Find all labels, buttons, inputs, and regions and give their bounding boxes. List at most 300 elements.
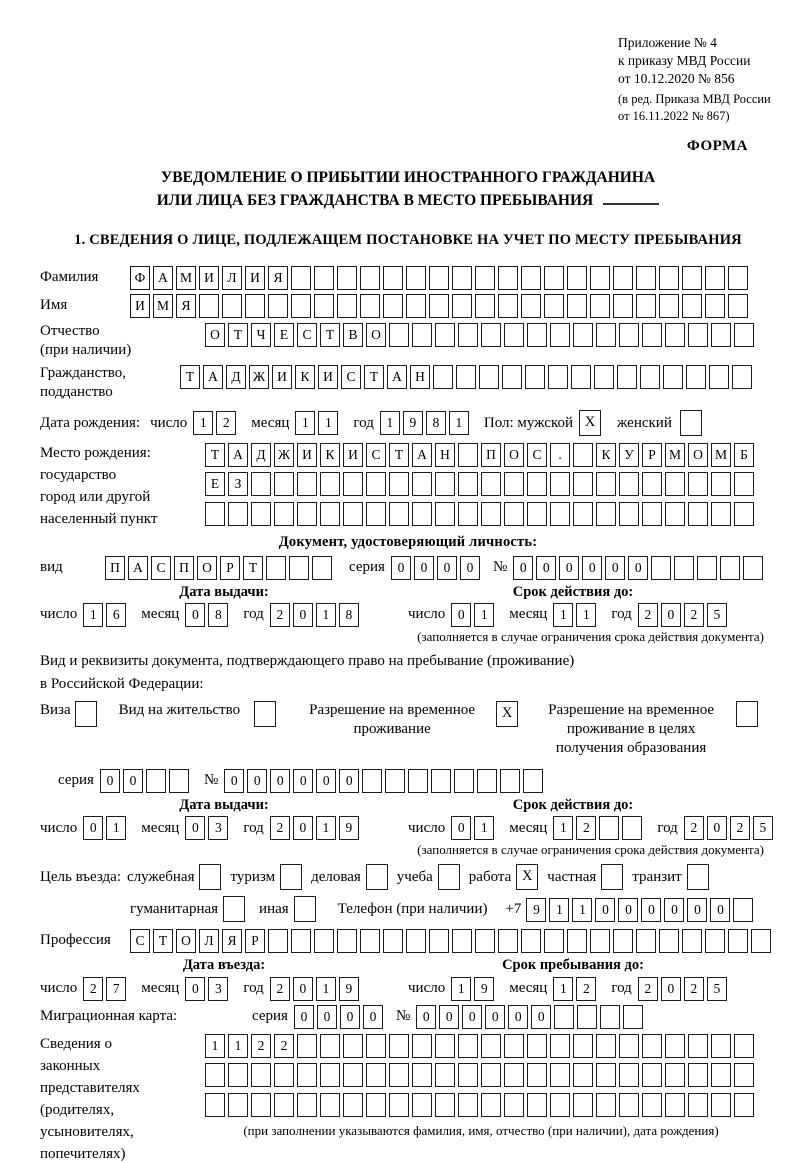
char-box[interactable]: 0 xyxy=(595,898,615,922)
char-box[interactable] xyxy=(734,502,754,526)
char-box[interactable]: 0 xyxy=(185,816,205,840)
char-box[interactable]: Я xyxy=(268,266,288,290)
res-issue-month-boxes[interactable] xyxy=(185,816,231,841)
doc-series-boxes[interactable] xyxy=(391,555,483,580)
char-box[interactable] xyxy=(475,266,495,290)
char-box[interactable]: 2 xyxy=(684,816,704,840)
char-box[interactable] xyxy=(527,1093,547,1117)
char-box[interactable] xyxy=(429,929,449,953)
char-box[interactable]: 2 xyxy=(638,603,658,627)
char-box[interactable] xyxy=(665,1063,685,1087)
char-box[interactable] xyxy=(636,294,656,318)
char-box[interactable] xyxy=(688,472,708,496)
char-box[interactable]: Т xyxy=(364,365,384,389)
mig-series-boxes[interactable] xyxy=(294,1005,386,1030)
char-box[interactable] xyxy=(504,323,524,347)
char-box[interactable]: С xyxy=(366,443,386,467)
char-box[interactable]: 0 xyxy=(710,898,730,922)
char-box[interactable] xyxy=(435,1063,455,1087)
char-box[interactable]: Ф xyxy=(130,266,150,290)
char-box[interactable] xyxy=(577,1005,597,1029)
char-box[interactable] xyxy=(274,1093,294,1117)
char-box[interactable] xyxy=(711,502,731,526)
char-box[interactable]: 2 xyxy=(274,1034,294,1058)
char-box[interactable] xyxy=(688,1063,708,1087)
char-box[interactable] xyxy=(435,472,455,496)
char-box[interactable] xyxy=(502,365,522,389)
char-box[interactable] xyxy=(682,266,702,290)
char-box[interactable]: Р xyxy=(220,556,240,580)
char-box[interactable] xyxy=(571,365,591,389)
char-box[interactable]: Н xyxy=(410,365,430,389)
char-box[interactable] xyxy=(337,929,357,953)
char-box[interactable]: 3 xyxy=(208,977,228,1001)
char-box[interactable] xyxy=(567,929,587,953)
res-valid-year-boxes[interactable] xyxy=(684,816,776,841)
char-box[interactable] xyxy=(709,365,729,389)
char-box[interactable] xyxy=(544,294,564,318)
char-box[interactable] xyxy=(251,1093,271,1117)
res-valid-month-boxes[interactable] xyxy=(553,816,645,841)
char-box[interactable]: 0 xyxy=(363,1005,383,1029)
char-box[interactable] xyxy=(452,294,472,318)
char-box[interactable]: Т xyxy=(153,929,173,953)
char-box[interactable]: 0 xyxy=(559,556,579,580)
residence-permit-checkbox[interactable] xyxy=(254,701,276,727)
char-box[interactable] xyxy=(169,769,189,793)
char-box[interactable] xyxy=(651,556,671,580)
char-box[interactable] xyxy=(550,323,570,347)
char-box[interactable] xyxy=(431,769,451,793)
char-box[interactable] xyxy=(599,816,619,840)
char-box[interactable] xyxy=(320,502,340,526)
birth-year-boxes[interactable] xyxy=(380,411,472,436)
char-box[interactable] xyxy=(475,929,495,953)
char-box[interactable]: Я xyxy=(222,929,242,953)
char-box[interactable]: 0 xyxy=(513,556,533,580)
char-box[interactable] xyxy=(458,443,478,467)
char-box[interactable] xyxy=(458,502,478,526)
char-box[interactable] xyxy=(705,266,725,290)
char-box[interactable] xyxy=(550,502,570,526)
purpose-official-checkbox[interactable] xyxy=(199,864,221,890)
char-box[interactable] xyxy=(481,1093,501,1117)
char-box[interactable] xyxy=(663,365,683,389)
char-box[interactable] xyxy=(527,1034,547,1058)
char-box[interactable] xyxy=(619,1063,639,1087)
char-box[interactable] xyxy=(452,266,472,290)
char-box[interactable]: И xyxy=(245,266,265,290)
char-box[interactable]: Т xyxy=(389,443,409,467)
char-box[interactable] xyxy=(659,266,679,290)
char-box[interactable] xyxy=(619,323,639,347)
char-box[interactable]: 1 xyxy=(553,816,573,840)
char-box[interactable] xyxy=(567,266,587,290)
char-box[interactable]: С xyxy=(297,323,317,347)
char-box[interactable] xyxy=(665,502,685,526)
char-box[interactable] xyxy=(412,323,432,347)
char-box[interactable] xyxy=(622,816,642,840)
char-box[interactable]: Т xyxy=(243,556,263,580)
char-box[interactable] xyxy=(734,1063,754,1087)
char-box[interactable] xyxy=(251,502,271,526)
char-box[interactable] xyxy=(642,323,662,347)
char-box[interactable] xyxy=(389,472,409,496)
char-box[interactable]: 1 xyxy=(474,816,494,840)
char-box[interactable] xyxy=(720,556,740,580)
char-box[interactable]: 0 xyxy=(185,977,205,1001)
stay-month-boxes[interactable] xyxy=(553,976,599,1001)
char-box[interactable]: Т xyxy=(228,323,248,347)
res-issue-day-boxes[interactable] xyxy=(83,816,129,841)
char-box[interactable]: 0 xyxy=(247,769,267,793)
char-box[interactable]: 1 xyxy=(553,977,573,1001)
char-box[interactable]: 0 xyxy=(83,816,103,840)
char-box[interactable] xyxy=(274,502,294,526)
char-box[interactable]: 0 xyxy=(462,1005,482,1029)
char-box[interactable]: 0 xyxy=(391,556,411,580)
char-box[interactable]: Т xyxy=(320,323,340,347)
char-box[interactable]: 0 xyxy=(508,1005,528,1029)
char-box[interactable]: 8 xyxy=(426,411,446,435)
char-box[interactable] xyxy=(527,502,547,526)
char-box[interactable]: Ч xyxy=(251,323,271,347)
char-box[interactable]: А xyxy=(412,443,432,467)
char-box[interactable] xyxy=(406,294,426,318)
char-box[interactable]: 2 xyxy=(270,603,290,627)
id-valid-month-boxes[interactable] xyxy=(553,603,599,628)
char-box[interactable] xyxy=(228,1093,248,1117)
birthplace-boxes-row1[interactable] xyxy=(205,442,757,467)
char-box[interactable] xyxy=(623,1005,643,1029)
char-box[interactable] xyxy=(481,1063,501,1087)
char-box[interactable] xyxy=(732,365,752,389)
char-box[interactable] xyxy=(674,556,694,580)
char-box[interactable] xyxy=(435,1093,455,1117)
char-box[interactable]: 1 xyxy=(316,977,336,1001)
char-box[interactable] xyxy=(642,502,662,526)
char-box[interactable] xyxy=(596,472,616,496)
char-box[interactable] xyxy=(297,1034,317,1058)
char-box[interactable] xyxy=(665,1034,685,1058)
char-box[interactable]: 1 xyxy=(318,411,338,435)
char-box[interactable] xyxy=(734,323,754,347)
char-box[interactable] xyxy=(743,556,763,580)
char-box[interactable] xyxy=(228,1063,248,1087)
char-box[interactable] xyxy=(251,1063,271,1087)
char-box[interactable] xyxy=(343,1093,363,1117)
char-box[interactable] xyxy=(205,1063,225,1087)
char-box[interactable]: 0 xyxy=(661,603,681,627)
char-box[interactable]: 2 xyxy=(576,977,596,1001)
char-box[interactable] xyxy=(406,266,426,290)
char-box[interactable]: 0 xyxy=(618,898,638,922)
char-box[interactable]: 1 xyxy=(451,977,471,1001)
char-box[interactable]: 0 xyxy=(340,1005,360,1029)
char-box[interactable]: Б xyxy=(734,443,754,467)
char-box[interactable] xyxy=(199,294,219,318)
char-box[interactable] xyxy=(389,1034,409,1058)
char-box[interactable] xyxy=(682,929,702,953)
char-box[interactable] xyxy=(596,502,616,526)
char-box[interactable] xyxy=(728,266,748,290)
char-box[interactable]: 5 xyxy=(707,603,727,627)
char-box[interactable] xyxy=(521,294,541,318)
char-box[interactable]: 2 xyxy=(251,1034,271,1058)
char-box[interactable]: Е xyxy=(205,472,225,496)
char-box[interactable]: О xyxy=(504,443,524,467)
char-box[interactable] xyxy=(146,769,166,793)
char-box[interactable] xyxy=(320,1063,340,1087)
char-box[interactable]: 5 xyxy=(753,816,773,840)
char-box[interactable] xyxy=(527,1063,547,1087)
char-box[interactable] xyxy=(412,502,432,526)
char-box[interactable]: 0 xyxy=(664,898,684,922)
char-box[interactable] xyxy=(734,1034,754,1058)
char-box[interactable]: 0 xyxy=(224,769,244,793)
char-box[interactable]: К xyxy=(295,365,315,389)
char-box[interactable] xyxy=(481,323,501,347)
char-box[interactable]: 2 xyxy=(684,977,704,1001)
char-box[interactable] xyxy=(613,294,633,318)
char-box[interactable] xyxy=(366,472,386,496)
char-box[interactable] xyxy=(320,1093,340,1117)
birthplace-boxes-row3[interactable] xyxy=(205,501,757,526)
char-box[interactable] xyxy=(688,1034,708,1058)
char-box[interactable]: М xyxy=(665,443,685,467)
gender-female-checkbox[interactable] xyxy=(680,410,702,436)
char-box[interactable]: И xyxy=(318,365,338,389)
char-box[interactable] xyxy=(665,323,685,347)
entry-month-boxes[interactable] xyxy=(185,976,231,1001)
doc-type-boxes[interactable] xyxy=(105,555,335,580)
char-box[interactable]: 1 xyxy=(576,603,596,627)
profession-boxes[interactable] xyxy=(130,928,774,953)
char-box[interactable]: А xyxy=(228,443,248,467)
char-box[interactable] xyxy=(412,1093,432,1117)
char-box[interactable] xyxy=(366,1093,386,1117)
char-box[interactable] xyxy=(435,323,455,347)
char-box[interactable] xyxy=(573,502,593,526)
char-box[interactable]: С xyxy=(130,929,150,953)
char-box[interactable] xyxy=(498,294,518,318)
char-box[interactable] xyxy=(728,294,748,318)
char-box[interactable]: С xyxy=(527,443,547,467)
char-box[interactable] xyxy=(573,1063,593,1087)
char-box[interactable] xyxy=(544,266,564,290)
char-box[interactable] xyxy=(728,929,748,953)
char-box[interactable] xyxy=(412,472,432,496)
char-box[interactable] xyxy=(642,1093,662,1117)
char-box[interactable] xyxy=(596,1063,616,1087)
char-box[interactable]: А xyxy=(387,365,407,389)
char-box[interactable]: . xyxy=(550,443,570,467)
char-box[interactable] xyxy=(222,294,242,318)
char-box[interactable] xyxy=(711,323,731,347)
char-box[interactable]: 0 xyxy=(707,816,727,840)
id-issue-day-boxes[interactable] xyxy=(83,603,129,628)
char-box[interactable] xyxy=(385,769,405,793)
char-box[interactable] xyxy=(573,1093,593,1117)
char-box[interactable] xyxy=(636,929,656,953)
char-box[interactable] xyxy=(596,1034,616,1058)
char-box[interactable] xyxy=(573,472,593,496)
char-box[interactable]: М xyxy=(711,443,731,467)
char-box[interactable] xyxy=(458,1063,478,1087)
char-box[interactable] xyxy=(366,1034,386,1058)
char-box[interactable]: 2 xyxy=(83,977,103,1001)
char-box[interactable]: Т xyxy=(180,365,200,389)
phone-boxes[interactable] xyxy=(526,897,756,922)
representatives-boxes-row1[interactable] xyxy=(205,1033,757,1058)
char-box[interactable]: 6 xyxy=(106,603,126,627)
char-box[interactable] xyxy=(475,294,495,318)
char-box[interactable] xyxy=(734,1093,754,1117)
purpose-transit-checkbox[interactable] xyxy=(687,864,709,890)
char-box[interactable] xyxy=(550,1034,570,1058)
char-box[interactable]: Д xyxy=(226,365,246,389)
char-box[interactable] xyxy=(665,1093,685,1117)
char-box[interactable] xyxy=(665,472,685,496)
char-box[interactable]: 0 xyxy=(185,603,205,627)
char-box[interactable] xyxy=(454,769,474,793)
char-box[interactable] xyxy=(429,294,449,318)
char-box[interactable] xyxy=(682,294,702,318)
char-box[interactable] xyxy=(366,1063,386,1087)
representatives-boxes-row2[interactable] xyxy=(205,1063,757,1088)
char-box[interactable]: 1 xyxy=(553,603,573,627)
char-box[interactable]: 0 xyxy=(317,1005,337,1029)
char-box[interactable] xyxy=(550,472,570,496)
char-box[interactable] xyxy=(688,323,708,347)
char-box[interactable] xyxy=(734,472,754,496)
purpose-humanitarian-checkbox[interactable] xyxy=(223,896,245,922)
char-box[interactable] xyxy=(360,266,380,290)
char-box[interactable]: 1 xyxy=(295,411,315,435)
entry-day-boxes[interactable] xyxy=(83,976,129,1001)
citizenship-boxes[interactable] xyxy=(180,364,755,389)
char-box[interactable] xyxy=(705,294,725,318)
char-box[interactable]: 5 xyxy=(707,977,727,1001)
char-box[interactable] xyxy=(343,1034,363,1058)
char-box[interactable] xyxy=(544,929,564,953)
char-box[interactable] xyxy=(481,472,501,496)
stay-year-boxes[interactable] xyxy=(638,976,730,1001)
char-box[interactable] xyxy=(567,294,587,318)
char-box[interactable]: О xyxy=(176,929,196,953)
char-box[interactable]: 0 xyxy=(293,769,313,793)
doc-number-boxes[interactable] xyxy=(513,555,766,580)
purpose-tourism-checkbox[interactable] xyxy=(280,864,302,890)
char-box[interactable]: 0 xyxy=(414,556,434,580)
char-box[interactable]: И xyxy=(297,443,317,467)
char-box[interactable]: Р xyxy=(245,929,265,953)
char-box[interactable]: 2 xyxy=(576,816,596,840)
char-box[interactable]: 0 xyxy=(293,816,313,840)
char-box[interactable]: Р xyxy=(642,443,662,467)
char-box[interactable] xyxy=(360,294,380,318)
char-box[interactable]: 0 xyxy=(451,816,471,840)
char-box[interactable] xyxy=(458,1093,478,1117)
char-box[interactable] xyxy=(619,1093,639,1117)
char-box[interactable] xyxy=(705,929,725,953)
char-box[interactable] xyxy=(523,769,543,793)
char-box[interactable] xyxy=(297,1063,317,1087)
temp-residence-checkbox[interactable]: X xyxy=(496,701,518,727)
char-box[interactable]: 1 xyxy=(205,1034,225,1058)
char-box[interactable]: Ж xyxy=(249,365,269,389)
char-box[interactable]: 0 xyxy=(460,556,480,580)
char-box[interactable]: 0 xyxy=(605,556,625,580)
id-valid-year-boxes[interactable] xyxy=(638,603,730,628)
id-valid-day-boxes[interactable] xyxy=(451,603,497,628)
char-box[interactable] xyxy=(711,1034,731,1058)
char-box[interactable] xyxy=(383,266,403,290)
char-box[interactable] xyxy=(596,1093,616,1117)
entry-year-boxes[interactable] xyxy=(270,976,362,1001)
char-box[interactable] xyxy=(291,266,311,290)
char-box[interactable] xyxy=(550,1063,570,1087)
char-box[interactable] xyxy=(268,294,288,318)
char-box[interactable] xyxy=(573,443,593,467)
purpose-study-checkbox[interactable] xyxy=(438,864,460,890)
char-box[interactable]: 0 xyxy=(293,603,313,627)
name-boxes[interactable] xyxy=(130,294,751,319)
char-box[interactable]: 1 xyxy=(193,411,213,435)
char-box[interactable] xyxy=(521,929,541,953)
char-box[interactable]: 2 xyxy=(730,816,750,840)
res-valid-day-boxes[interactable] xyxy=(451,816,497,841)
char-box[interactable] xyxy=(590,294,610,318)
char-box[interactable] xyxy=(366,502,386,526)
char-box[interactable] xyxy=(688,502,708,526)
char-box[interactable] xyxy=(343,1063,363,1087)
char-box[interactable] xyxy=(297,472,317,496)
char-box[interactable]: 0 xyxy=(641,898,661,922)
char-box[interactable] xyxy=(548,365,568,389)
char-box[interactable]: 8 xyxy=(339,603,359,627)
char-box[interactable]: 1 xyxy=(474,603,494,627)
res-series-boxes[interactable] xyxy=(100,768,192,793)
char-box[interactable] xyxy=(617,365,637,389)
char-box[interactable] xyxy=(408,769,428,793)
char-box[interactable] xyxy=(456,365,476,389)
char-box[interactable] xyxy=(266,556,286,580)
char-box[interactable]: 0 xyxy=(293,977,313,1001)
char-box[interactable] xyxy=(642,472,662,496)
char-box[interactable] xyxy=(527,323,547,347)
char-box[interactable]: Л xyxy=(222,266,242,290)
char-box[interactable] xyxy=(659,929,679,953)
char-box[interactable]: И xyxy=(343,443,363,467)
char-box[interactable] xyxy=(600,1005,620,1029)
char-box[interactable] xyxy=(337,266,357,290)
char-box[interactable]: 1 xyxy=(83,603,103,627)
char-box[interactable]: 0 xyxy=(416,1005,436,1029)
char-box[interactable] xyxy=(362,769,382,793)
char-box[interactable]: У xyxy=(619,443,639,467)
char-box[interactable]: П xyxy=(105,556,125,580)
mig-number-boxes[interactable] xyxy=(416,1005,646,1030)
char-box[interactable]: 0 xyxy=(294,1005,314,1029)
char-box[interactable] xyxy=(550,1093,570,1117)
char-box[interactable]: А xyxy=(128,556,148,580)
char-box[interactable] xyxy=(573,1034,593,1058)
char-box[interactable] xyxy=(412,1034,432,1058)
char-box[interactable]: 9 xyxy=(474,977,494,1001)
char-box[interactable]: М xyxy=(176,266,196,290)
char-box[interactable]: Н xyxy=(435,443,455,467)
